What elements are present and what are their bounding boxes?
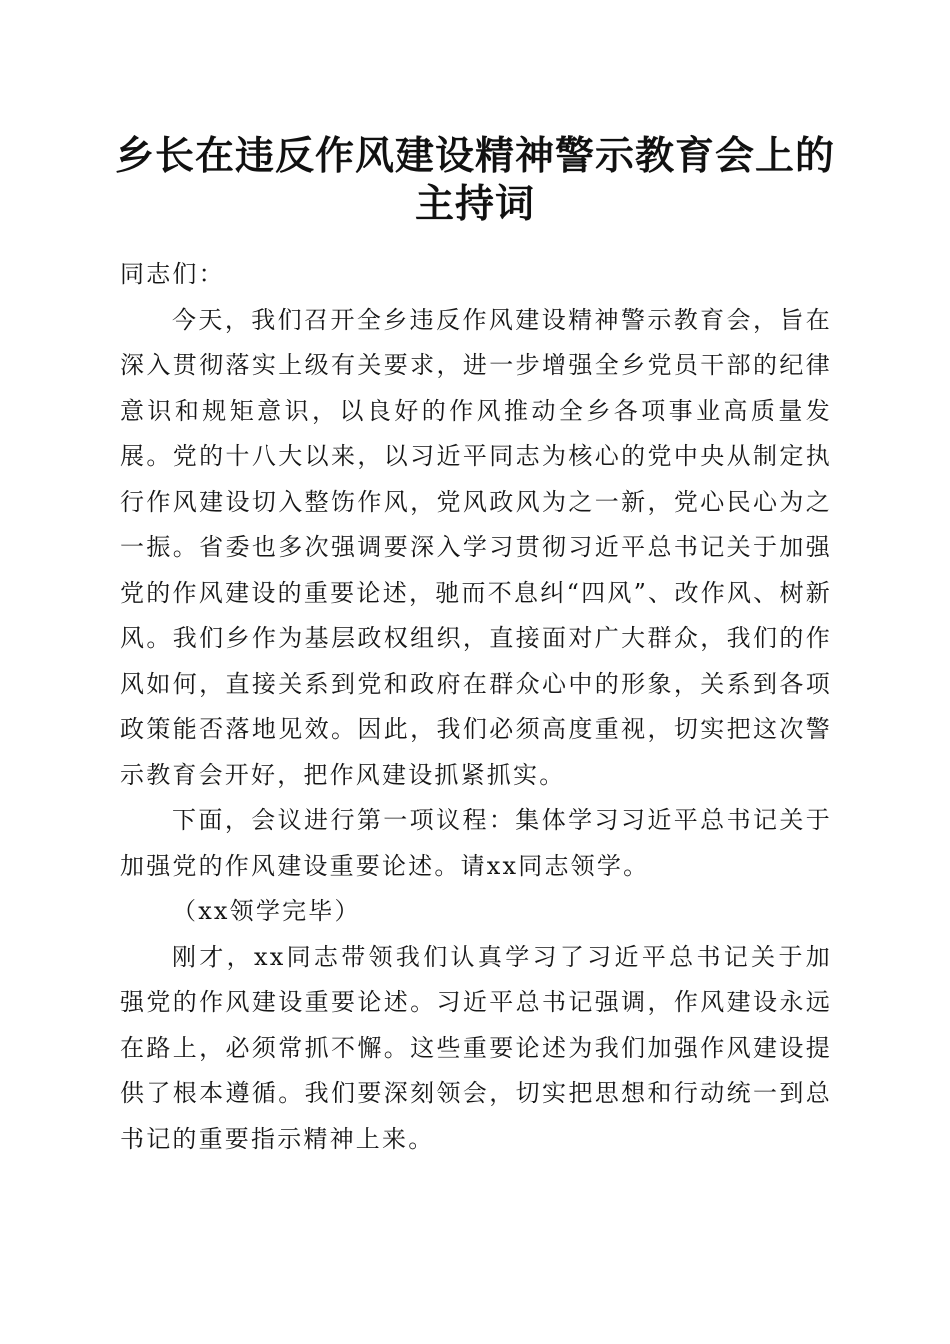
paragraph-agenda-item-1: 下面，会议进行第一项议程：集体学习习近平总书记关于加强党的作风建设重要论述。请xx同志领学。 [120, 806, 832, 880]
paragraph-summary: 刚才，xx同志带领我们认真学习了习近平总书记关于加强党的作风建设重要论述。习近平总书记强调，作风建设永远在路上，必须常抓不懈。这些重要论述为我们加强作风建设提供了根本遵循。我们要深刻领会，切实把思想和行动统一到总书记的重要指示精神上来。 [120, 942, 832, 1153]
paragraph-reading-done: （xx领学完毕） [172, 897, 361, 925]
paragraph-opening: 今天，我们召开全乡违反作风建设精神警示教育会，旨在深入贯彻落实上级有关要求，进一步增强全乡党员干部的纪律意识和规矩意识，以良好的作风推动全乡各项事业高质量发展。党的十八大以来，以习近平同志为核心的党中央从制定执行作风建设切入整饬作风，党风政风为之一新，党心民心为之一振。省委也多次强调要深入学习贯彻习近平总书记关于加强党的作风建设的重要论述，驰而不息纠“四风”、改作风、树新风。我们乡作为基层政权组织，直接面对广大群众，我们的作风如何，直接关系到党和政府在群众心中的形象，关系到各项政策能否落地见效。因此，我们必须高度重视，切实把这次警示教育会开好，把作风建设抓紧抓实。 [120, 305, 832, 789]
document-title: 乡长在违反作风建设精神警示教育会上的主持词 [114, 133, 835, 227]
document-body [120, 252, 832, 1162]
salutation: 同志们： [120, 260, 225, 288]
